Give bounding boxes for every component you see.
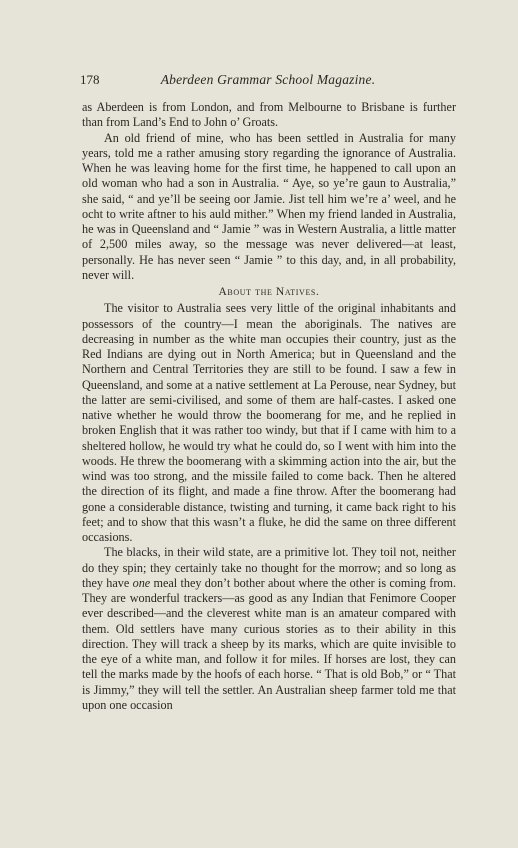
article-body [82, 100, 456, 713]
emphasis-word: one [132, 575, 151, 590]
section-heading: About the Natives. [218, 286, 320, 298]
paragraph-blacks-part2: meal they don’t bother about where the other is coming from. They are wonderful trackers—as good as any Indian that Fenimore Cooper ever described—and the cleverest white man is an amateur compared with them. Old settlers have many curious stories as to their ability in this direction. They will track a sheep by its marks, which are quite invisible to the eye of a white man, and follow it for miles. If horses are lost, they can tell the marks made by the hoofs of each horse. “ That is old Bob,” or “ That is Jimmy,” they will tell the settler. An Australian sheep farmer told me that upon one occasion [82, 575, 456, 712]
paragraph-continuation: as Aberdeen is from London, and from Melbourne to Brisbane is further than from Land’s End to John o’ Groats. [82, 100, 456, 130]
paragraph-blacks-part1: The blacks, in their wild state, are a primitive lot. They toil not, neither do they spin; they certainly take no thought for the morrow; and so long as they have [82, 545, 456, 590]
page-number: 178 [80, 72, 100, 87]
paragraph-blacks [82, 545, 456, 713]
paragraph-old-friend-story: An old friend of mine, who has been settled in Australia for many years, told me a rather amusing story regarding the ignorance of Australia. When he was leaving home for the first time, he happened to call upon an old woman who had a son in Australia. “ Aye, so ye’re gaun to Australia,” she said, “ and ye’ll be seeing oor Jamie. Jist tell him we’re a’ weel, and he ocht to write aftner to his auld mither.” When my friend landed in Australia, he was in Queensland and “ Jamie ” was in Western Australia, a little matter of 2,500 miles away, so the message was never delivered—at least, personally. He has never seen “ Jamie ” to this day, and, in all probability, never will. [82, 130, 456, 282]
paragraph-natives: The visitor to Australia sees very little of the original inhabitants and possessors of the country—I mean the aboriginals. The natives are decreasing in number as the white man occupies their country, just as the Red Indians are dying out in North America; but in Queensland and the Northern and Central Territories they are still to be found. I saw a few in Queensland, and some at a native settlement at La Perouse, near Sydney, but the latter are semi-civilised, and some of them are half-castes. I asked one native whether he would throw the boomerang for me, and he replied in broken English that it was rather too windy, but that if I came with him to a sheltered hollow, he would try what he could do, so I went with him into the woods. He threw the boomerang with a skimming action into the air, but the wind was too strong, and the missile failed to come back. Then he altered the direction of its flight, and made a fine throw. After the boomerang had gone a considerable distance, twisting and turning, it came back right to his feet; and to show that this wasn’t a fluke, he did the same on three different occasions. [82, 301, 456, 544]
page-header [80, 72, 456, 92]
running-title: Aberdeen Grammar School Magazine. [160, 72, 376, 87]
